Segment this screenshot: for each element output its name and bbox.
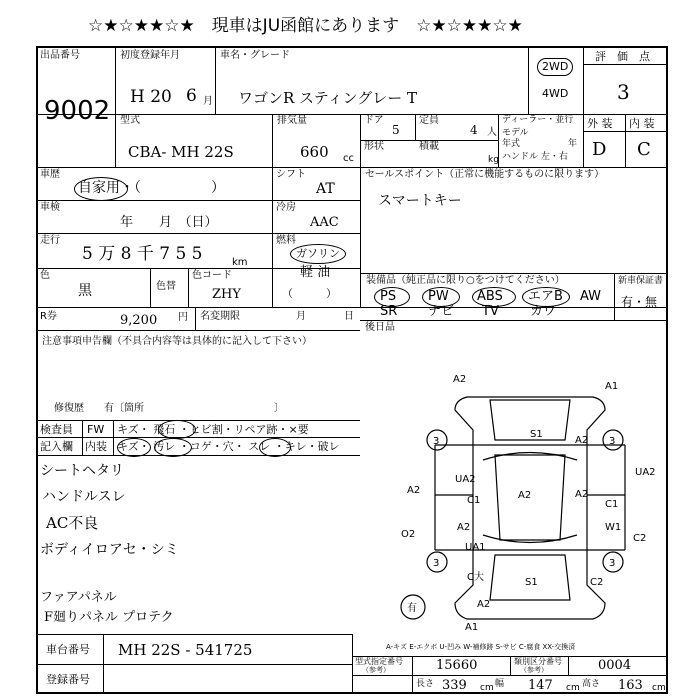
fw-label: FW — [87, 423, 105, 436]
selling-point-value: スマートキー — [378, 193, 462, 209]
height-value: 163 — [618, 678, 643, 693]
score-value: 3 — [617, 80, 630, 104]
mark-w1: W1 — [605, 522, 622, 533]
width-unit: cm — [566, 683, 580, 693]
width-label: 幅 — [495, 679, 505, 689]
private-use-circle — [74, 177, 128, 201]
ac-value: AAC — [310, 215, 339, 230]
mark-right-a2: A2 — [575, 489, 589, 500]
note-6: F廻りパネル プロテク — [44, 610, 174, 625]
mark-c2-right: C2 — [633, 533, 647, 544]
warranty-value: 有・無 — [621, 295, 658, 309]
model-year-label: モデル — [502, 128, 529, 138]
mileage-unit: km — [232, 257, 248, 268]
fuel-diesel: 軽 油 — [300, 265, 331, 280]
equip-abs: ABS — [477, 289, 503, 304]
height-label: 高さ — [582, 679, 601, 689]
mark-ua1: UA1 — [465, 542, 486, 553]
gas-circle — [290, 244, 346, 264]
lot-label: 出品番号 — [40, 50, 80, 61]
displacement-unit: cc — [343, 153, 354, 164]
mark-ua2-right: UA2 — [635, 467, 656, 478]
repair-history: 修復歴 有〔箇所 〕 — [54, 403, 284, 414]
fuel-other: （ ） — [282, 287, 337, 300]
doors-value: 5 — [392, 123, 400, 137]
note-1: シートヘタリ — [40, 463, 124, 479]
repaint-label: 色替 — [156, 281, 176, 292]
shape-label: 形状 — [364, 141, 384, 152]
deadline-label: 名変期限 — [200, 311, 240, 322]
equip-tv: TV — [482, 304, 499, 319]
mark-top-left: A2 — [453, 375, 467, 385]
warranty-label: 新車保証書 — [618, 276, 664, 286]
ticket-amount: 9,200 — [120, 313, 158, 328]
year-label: 年式 — [502, 139, 521, 149]
ac-label: 冷房 — [276, 202, 296, 213]
ticket-unit: 円 — [178, 312, 188, 323]
chassis-value: MH 22S - 541725 — [118, 641, 253, 659]
mark-ua2-left: UA2 — [455, 474, 476, 485]
equipment-label: 装備品（純正品に限り○をつけてください） — [366, 275, 565, 286]
inspector-label-2: 記入欄 — [40, 440, 73, 453]
dealer-label: ディーラー・並行 — [502, 115, 574, 125]
note-4: ボディイロアセ・シミ — [40, 542, 179, 558]
note-2: ハンドルスレ — [42, 489, 126, 505]
mark-left-o2: O2 — [401, 529, 416, 540]
score-label: 評 価 点 — [595, 50, 650, 63]
type-label: 型式 — [120, 115, 140, 126]
mark-roof: S1 — [530, 429, 543, 440]
fuel-label: 燃料 — [276, 235, 296, 246]
interior-label: 内 装 — [629, 117, 655, 130]
mark-c1-left: C1 — [467, 495, 481, 506]
ticket-label: R券 — [40, 311, 57, 322]
history-label: 車歴 — [40, 169, 60, 180]
interior-row-label: 内装 — [85, 440, 107, 453]
pw-circle — [422, 287, 460, 307]
registration-era: H 20 — [130, 87, 172, 107]
exterior-label: 外 装 — [587, 117, 613, 130]
equip-ps: PS — [380, 289, 397, 304]
model-value: ワゴンR スティングレー T — [238, 89, 418, 107]
equip-aw: AW — [580, 289, 602, 304]
mark-ring-fl: 3 — [433, 436, 440, 447]
class-no-ref: （参考） — [520, 666, 548, 674]
mark-a1-rear: A1 — [465, 622, 479, 633]
airbag-circle — [522, 287, 570, 307]
load-label: 積載 — [419, 141, 439, 152]
notes-label: 注意事項申告欄（不具合内容等は具体的に記入して下さい） — [42, 336, 312, 347]
mark-c-large: C大 — [467, 572, 484, 583]
stamp-text: 有 — [407, 603, 417, 614]
exterior-value: D — [592, 139, 607, 160]
interior-value: C — [637, 139, 651, 160]
wear-circle — [259, 438, 291, 457]
drive-2wd-label: 2WD — [542, 60, 569, 73]
class-no-label: 類別区分番号 — [514, 657, 562, 666]
year-unit: 年 — [568, 139, 578, 149]
mark-right-c1: C1 — [605, 499, 619, 510]
type-no-label: 型式指定番号 — [355, 657, 403, 666]
registration-month: 6 — [186, 86, 197, 106]
stain-circle — [154, 438, 192, 457]
deadline-day: 日 — [344, 311, 354, 322]
height-unit: cm — [652, 683, 666, 693]
equip-pw: PW — [428, 289, 449, 304]
type-no-ref: （参考） — [362, 666, 390, 674]
mileage-value: 5 万 8 千 7 5 5 — [82, 244, 203, 264]
selling-point-label: セールスポイント（正常に機能するものに限ります） — [365, 169, 605, 180]
chassis-label: 車台番号 — [46, 643, 90, 656]
ps-circle — [374, 287, 410, 307]
length-label: 長さ — [416, 679, 435, 689]
class-no-value: 0004 — [598, 658, 632, 673]
interior-options: キズ・ 汚レ ・コゲ・穴・ スレ ・キレ・破レ — [117, 440, 340, 453]
mileage-label: 走行 — [40, 235, 60, 246]
mark-c2-rear: C2 — [590, 577, 604, 588]
type-no-value: 15660 — [436, 658, 478, 673]
doors-label: ドア — [364, 115, 384, 126]
mark-top-right: A1 — [605, 381, 619, 392]
equip-navi: ナビ — [428, 304, 455, 319]
type-value: CBA- MH 22S — [128, 143, 234, 161]
inspection-label: 車検 — [40, 202, 60, 213]
equip-sr: SR — [380, 304, 398, 319]
mark-hood-a2: A2 — [518, 490, 532, 501]
length-value: 339 — [442, 678, 467, 693]
displacement-value: 660 — [300, 143, 329, 161]
mark-mid-a2: A2 — [457, 522, 471, 533]
capacity-value: 4 — [470, 123, 478, 137]
deadline-month: 月 — [296, 311, 306, 322]
car-damage-diagram — [395, 375, 665, 640]
equip-airbag: エアB — [528, 289, 563, 304]
chip-circle — [158, 420, 196, 439]
registration-month-unit: 月 — [203, 96, 213, 107]
inspector-label-1: 検査員 — [40, 423, 73, 436]
mark-a2-rear: A2 — [477, 599, 491, 610]
model-label: 車名・グレード — [220, 50, 290, 61]
header-banner: ☆★☆★★☆★ 現車はJU函館にあります ☆★☆★★☆★ — [88, 16, 523, 36]
capacity-label: 定員 — [419, 115, 439, 126]
equip-leather: カワ — [530, 304, 557, 319]
note-5: ファアパネル — [40, 590, 117, 605]
length-unit: cm — [480, 683, 494, 693]
load-unit: kg — [488, 155, 499, 165]
history-value: 自家用・（ ） — [78, 180, 225, 196]
registration-label: 初度登録年月 — [120, 50, 180, 61]
fuel-gas: ガソリン — [296, 247, 340, 260]
mark-ring-rr: 3 — [609, 558, 616, 569]
mark-ring-rl: 3 — [433, 558, 440, 569]
capacity-unit: 人 — [487, 127, 497, 138]
drive-4wd-label: 4WD — [542, 87, 569, 100]
shift-value: AT — [316, 181, 335, 197]
color-value: 黒 — [78, 283, 92, 299]
fw-options: キズ・ 飛石 ・ヒビ割・リペア跡・×要 — [117, 423, 309, 436]
displacement-label: 排気量 — [277, 115, 307, 126]
legend: A-キズ E-エクボ U-凹み W-補修跡 S-サビ C-腐食 XX-交換済 — [386, 643, 576, 651]
color-code-label: 色コード — [192, 270, 232, 281]
note-3: AC不良 — [46, 514, 99, 532]
mark-ring-fr: 3 — [609, 436, 616, 447]
reg-number-label: 登録番号 — [46, 673, 90, 686]
shift-label: シフト — [276, 169, 306, 180]
width-value: 147 — [528, 678, 553, 693]
lot-number: 9002 — [44, 96, 111, 126]
inspection-value: 年 月 （日） — [120, 215, 218, 230]
mark-left-a2: A2 — [407, 485, 421, 496]
color-code-value: ZHY — [212, 287, 241, 302]
mark-rear-s1: S1 — [525, 577, 538, 588]
color-label: 色 — [40, 270, 50, 281]
handle-label: ハンドル 左・右 — [502, 152, 568, 162]
scratch-circle — [117, 438, 151, 457]
rear-items-label: 後日品 — [365, 322, 395, 333]
mark-front-a2: A2 — [575, 435, 589, 446]
abs-circle — [472, 287, 516, 307]
